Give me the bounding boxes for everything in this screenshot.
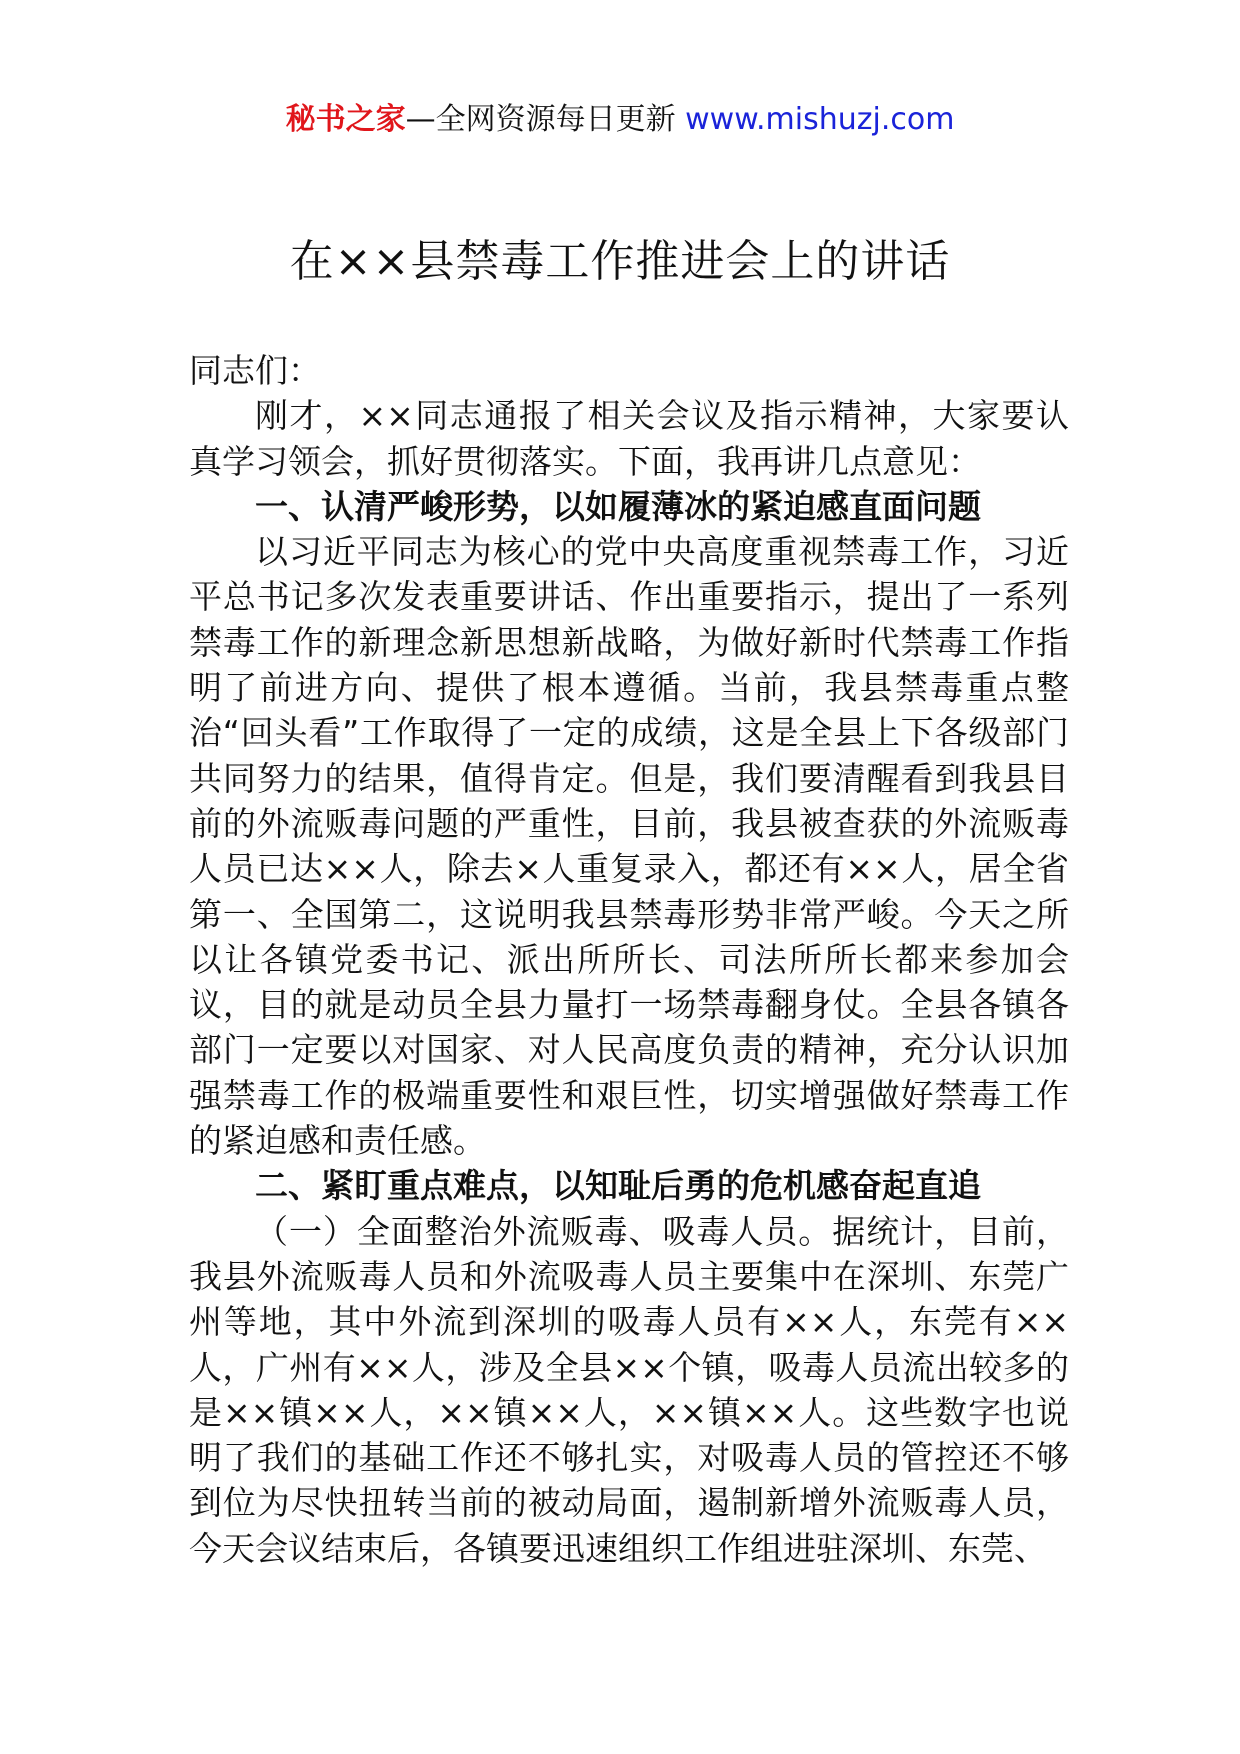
brand-name: 秘书之家 (285, 102, 406, 137)
paragraph-intro: 刚才，××同志通报了相关会议及指示精神，大家要认真学习领会，抓好贯彻落实。下面，我再讲几点意见： (189, 396, 1069, 481)
document-body (189, 348, 1069, 1571)
paragraph-rectification: （一）全面整治外流贩毒、吸毒人员。据统计，目前，我县外流贩毒人员和外流吸毒人员主要集中在深圳、东莞广州等地，其中外流到深圳的吸毒人员有××人，东莞有××人，广州有××人，涉及全县××个镇，吸毒人员流出较多的是××镇××人，××镇××人，××镇××人。这些数字也说明了我们的基础工作还不够扎实，对吸毒人员的管控还不够到位为尽快扭转当前的被动局面，遏制新增外流贩毒人员，今天会议结束后，各镇要迅速组织工作组进驻深圳、东莞、 (189, 1211, 1069, 1568)
document-title: 在××县禁毒工作推进会上的讲话 (289, 236, 951, 287)
site-banner (0, 100, 1240, 140)
salutation: 同志们： (189, 351, 321, 390)
banner-tagline: —全网资源每日更新 (405, 102, 686, 137)
site-url-link[interactable]: www.mishuzj.com (685, 102, 955, 137)
section-heading-2: 二、紧盯重点难点，以知耻后勇的危机感奋起直追 (255, 1166, 981, 1206)
section-heading-1: 一、认清严峻形势，以如履薄冰的紧迫感直面问题 (255, 486, 981, 526)
paragraph-situation: 以习近平同志为核心的党中央高度重视禁毒工作，习近平总书记多次发表重要讲话、作出重要指示，提出了一系列禁毒工作的新理念新思想新战略，为做好新时代禁毒工作指明了前进方向、提供了根本遵循。当前，我县禁毒重点整治“回头看”工作取得了一定的成绩，这是全县上下各级部门共同努力的结果，值得肯定。但是，我们要清醒看到我县目前的外流贩毒问题的严重性，目前，我县被查获的外流贩毒人员已达××人，除去×人重复录入，都还有××人，居全省第一、全国第二，这说明我县禁毒形势非常严峻。今天之所以让各镇党委书记、派出所所长、司法所所长都来参加会议，目的就是动员全县力量打一场禁毒翻身仗。全县各镇各部门一定要以对国家、对人民高度负责的精神，充分认识加强禁毒工作的极端重要性和艰巨性，切实增强做好禁毒工作的紧迫感和责任感。 (189, 532, 1069, 1161)
